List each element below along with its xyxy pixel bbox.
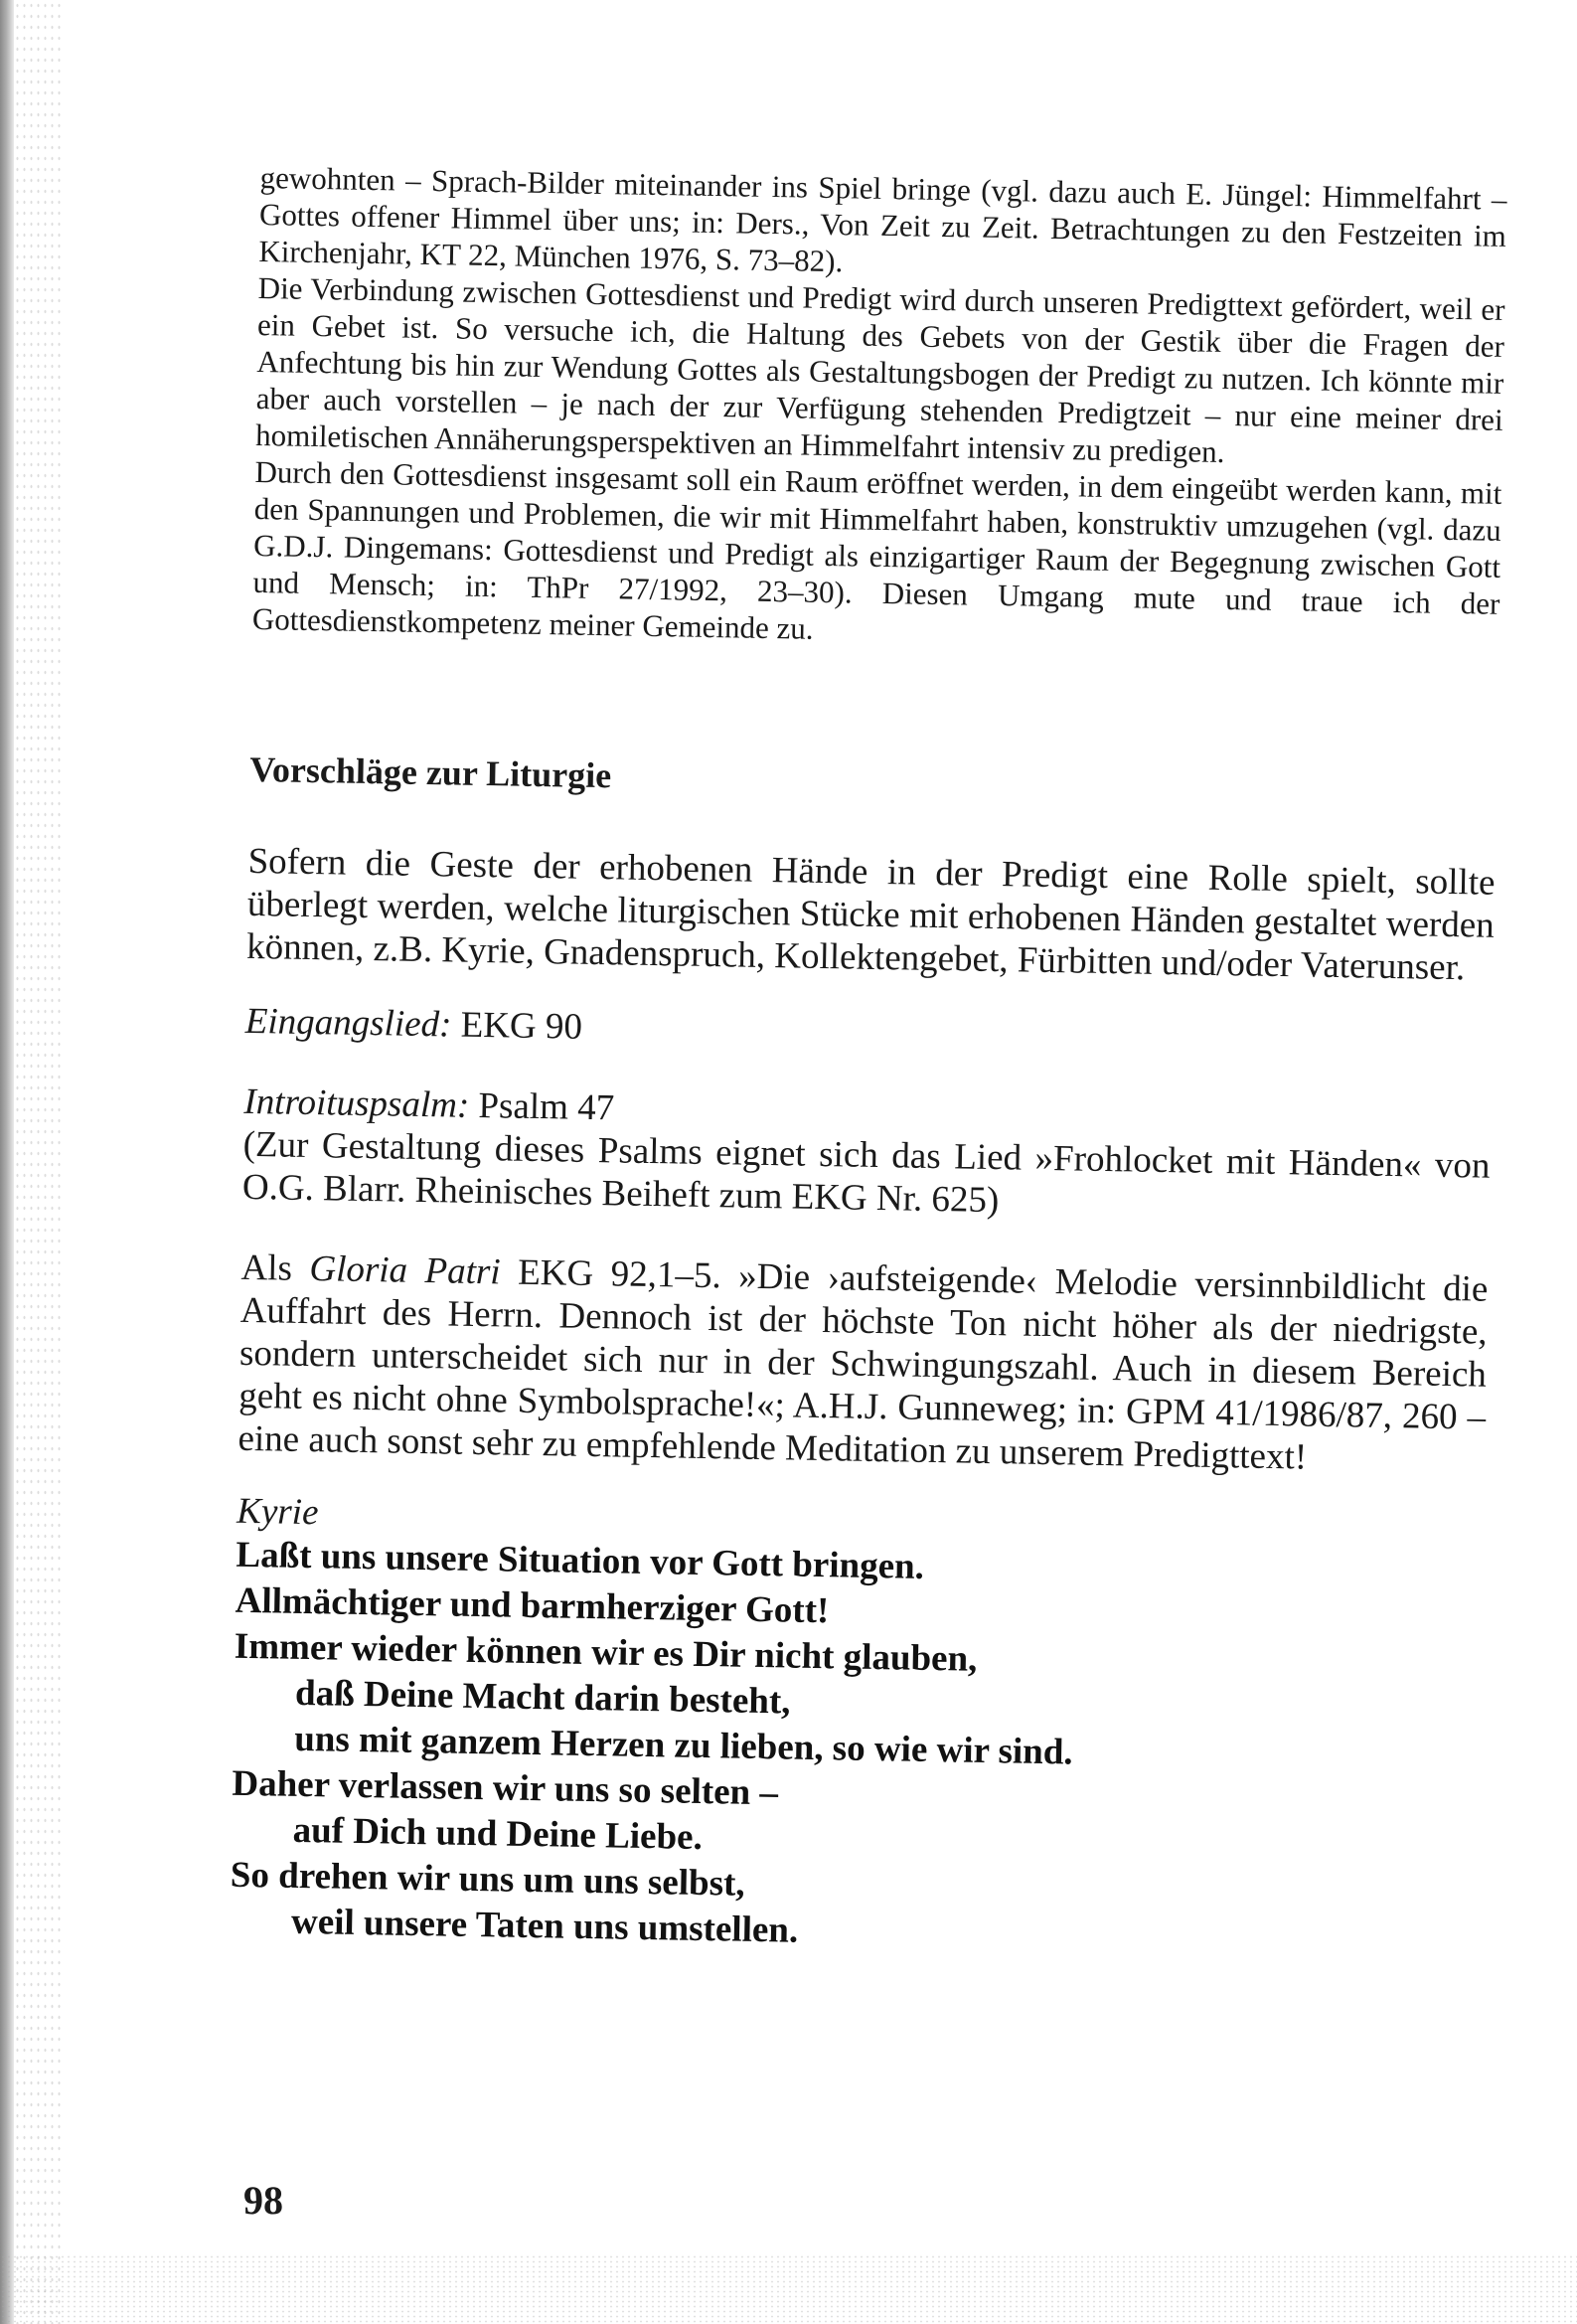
kyrie-line: Laßt uns unsere Situation vor Gott bringen. (236, 1534, 925, 1587)
eingangslied-line (244, 1000, 1493, 1065)
introitus-label: Introituspsalm: (243, 1080, 470, 1126)
kyrie-line: Allmächtiger und barmherziger Gott! (235, 1579, 830, 1632)
gloria-prefix: Als (240, 1246, 310, 1290)
book-binding-shadow (0, 0, 14, 2324)
introitus-note: (Zur Gestaltung dieses Psalms eignet sich das Lied »Frohlocket mit Händen« von O.G. Blarr. Rheinisches Beiheft zum EKG Nr. 625) (241, 1123, 1491, 1222)
paragraph-jungel-reference: gewohnten – Sprach-Bilder miteinander ins Spiel bringe (vgl. dazu auch E. Jüngel: Himmelfahrt – Gottes offener Himmel über uns; in: Ders., Von Zeit zu Zeit. Betrachtungen zu den Festzeiten im Kirchenjahr, KT 22, München 1976, S. 73–82). (258, 159, 1507, 279)
gloria-text: EKG 92,1–5. »Die ›aufsteigende‹ Melodie versinnbildlicht die Auffahrt des Herrn. Dennoch ist der höchste Ton nicht höher als der niedrigste, sondern unterscheidet sich nur in der Schwingungszahl. Auch in diesem Bereich geht es nicht ohne Symbolsprache!«; A.H.J. Gunneweg; in: GPM 41/1986/87, 260 – eine auch sonst sehr zu empfehlende Meditation zu unserem Predigttext! (237, 1251, 1489, 1478)
kyrie-line: auf Dich und Deine Liebe. (292, 1809, 704, 1859)
eingangslied-value: EKG 90 (451, 1004, 583, 1048)
gloria-label: Gloria Patri (309, 1248, 502, 1293)
section-heading-liturgie: Vorschläge zur Liturgie (248, 748, 612, 796)
paragraph-gottesdienst-predigt: Die Verbindung zwischen Gottesdienst und Predigt wird durch unseren Predigttext gefördert, weil er ein Gebet ist. So versuche ich, die Haltung des Gebets von der Gestik über die Fragen der Anfechtung bis hin zur Wendung Gottes als Gestaltungsbogen der Predigt zu nutzen. Ich könnte mir aber auch vorstellen – je nach der zur Verfügung stehenden Predigtzeit – nur eine meiner drei homiletischen Annäherungsperspektiven an Himmelfahrt intensiv zu predigen. (254, 269, 1505, 469)
kyrie-line: So drehen wir uns um uns selbst, (230, 1854, 745, 1905)
eingangslied-label: Eingangslied: (244, 1000, 452, 1046)
paragraph-raum: Durch den Gottesdienst insgesamt soll ein Raum eröffnet werden, in dem eingeübt werden kann, mit den Spannungen und Problemen, die wir mit Himmelfahrt haben, konstruktiv umzugehen (vgl. dazu G.D.J. Dingemans: Gottesdienst und Predigt als einzigartiger Raum der Begegnung zwischen Gott und Mensch; in: ThPr 27/1992, 23–30). Diesen Umgang mute und traue ich der Gottesdienstkompetenz meiner Gemeinde zu. (251, 453, 1502, 646)
scan-noise-bottom (0, 2254, 1577, 2324)
kyrie-line: daß Deine Macht darin besteht, (294, 1672, 791, 1723)
introitus-value: Psalm 47 (468, 1084, 615, 1129)
kyrie-line: Immer wieder können wir es Dir nicht glauben, (234, 1625, 978, 1680)
kyrie-line: uns mit ganzem Herzen zu lieben, so wie wir sind. (293, 1718, 1074, 1773)
kyrie-heading: Kyrie (236, 1490, 319, 1534)
scan-noise-left (14, 0, 64, 2324)
paragraph-geste: Sofern die Geste der erhobenen Hände in der Predigt eine Rolle spielt, sollte überlegt werden, welche liturgischen Stücke mit erhobenen Händen gestaltet werden können, z.B. Kyrie, Gnadenspruch, Kollektengebet, Fürbitten und/oder Vaterunser. (245, 840, 1496, 989)
page-content (230, 159, 1507, 1966)
gloria-paragraph (237, 1246, 1489, 1482)
kyrie-line: Daher verlassen wir uns so selten – (232, 1762, 779, 1814)
kyrie-line: weil unsere Taten uns umstellen. (290, 1901, 799, 1951)
page-number: 98 (243, 2178, 283, 2223)
